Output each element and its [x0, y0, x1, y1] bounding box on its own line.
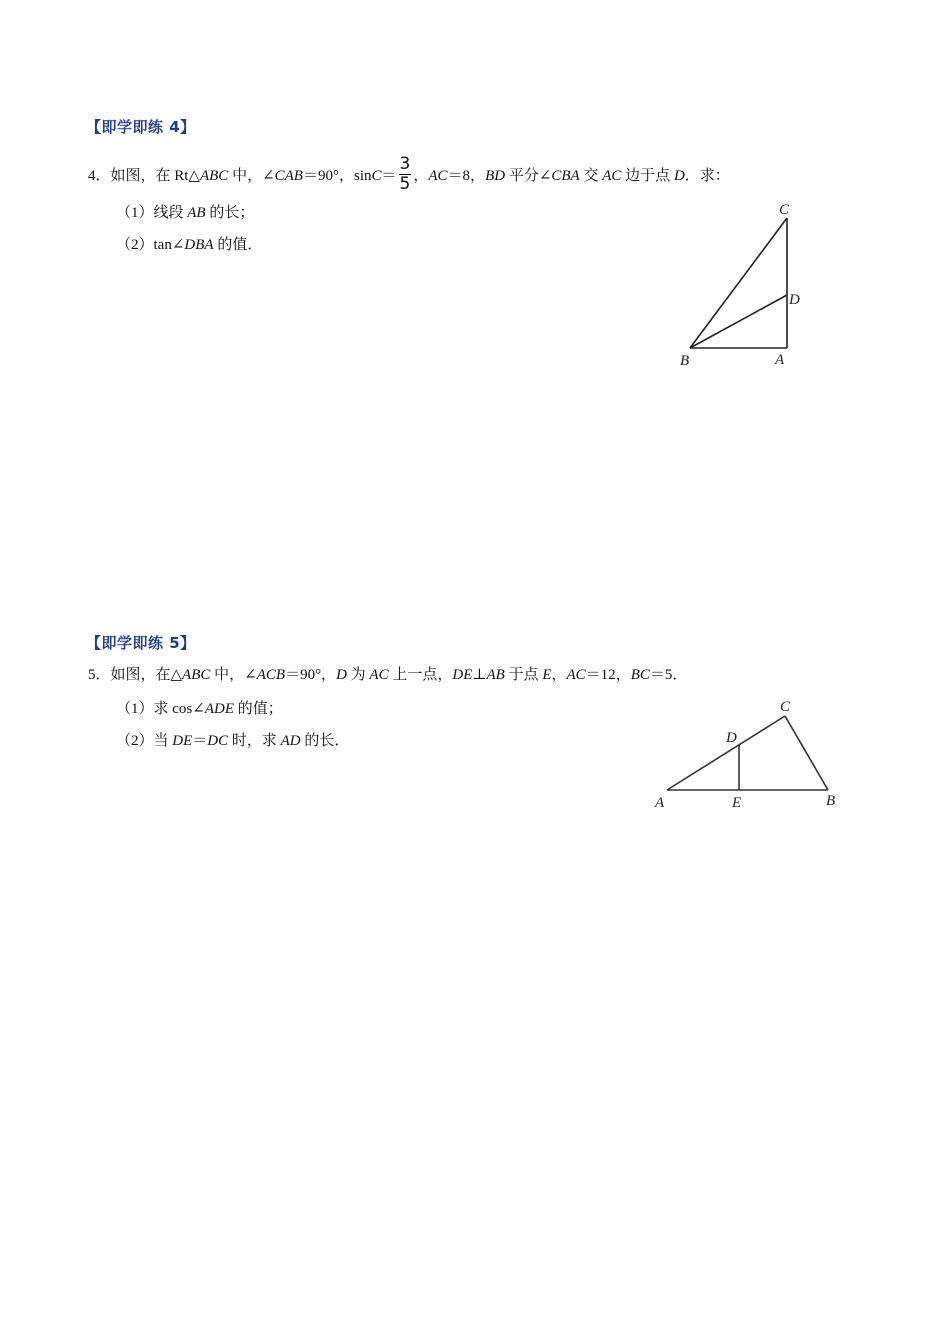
- problem5-heading: 【即学即练 5】: [86, 634, 196, 652]
- problem5-figure: [645, 690, 850, 820]
- segment-BC: [690, 218, 787, 348]
- label-C: C: [779, 202, 790, 218]
- label-D: D: [789, 292, 800, 308]
- label-A: A: [655, 795, 665, 811]
- fraction-three-fifths: $\frac{3}{5}$: [399, 154, 411, 194]
- problem5-question-2: （2）当 DE＝DC 时，求 AD 的长．: [116, 733, 350, 749]
- problem5-stem: 5．如图，在△ABC 中，∠ACB＝90°，D 为 AC 上一点，DE⊥AB 于点 E，AC＝12，BC＝5．: [88, 667, 688, 683]
- problem4-question-1: （1）线段 AB 的长；: [116, 205, 255, 221]
- problem4-stem: 4．如图，在 Rt△ABC 中，∠CAB＝90°，sinC＝ $\frac{3}{5}$ ，AC＝8，BD 平分∠CBA 交 AC 边于点 D．求：: [88, 154, 730, 194]
- label-E: E: [732, 795, 742, 811]
- problem4-question-2: （2）tan∠DBA 的值．: [116, 237, 263, 253]
- label-A: A: [775, 352, 785, 368]
- label-D: D: [726, 730, 737, 746]
- problem4-figure: [670, 195, 820, 375]
- label-B: B: [680, 353, 690, 369]
- label-B: B: [826, 793, 836, 809]
- segment-AC: [667, 716, 785, 790]
- problem5-question-1: （1）求 cos∠ADE 的值；: [116, 701, 283, 717]
- segment-BD: [690, 295, 787, 348]
- label-C: C: [780, 699, 791, 715]
- problem4-heading: 【即学即练 4】: [86, 118, 196, 136]
- segment-CB: [785, 716, 828, 790]
